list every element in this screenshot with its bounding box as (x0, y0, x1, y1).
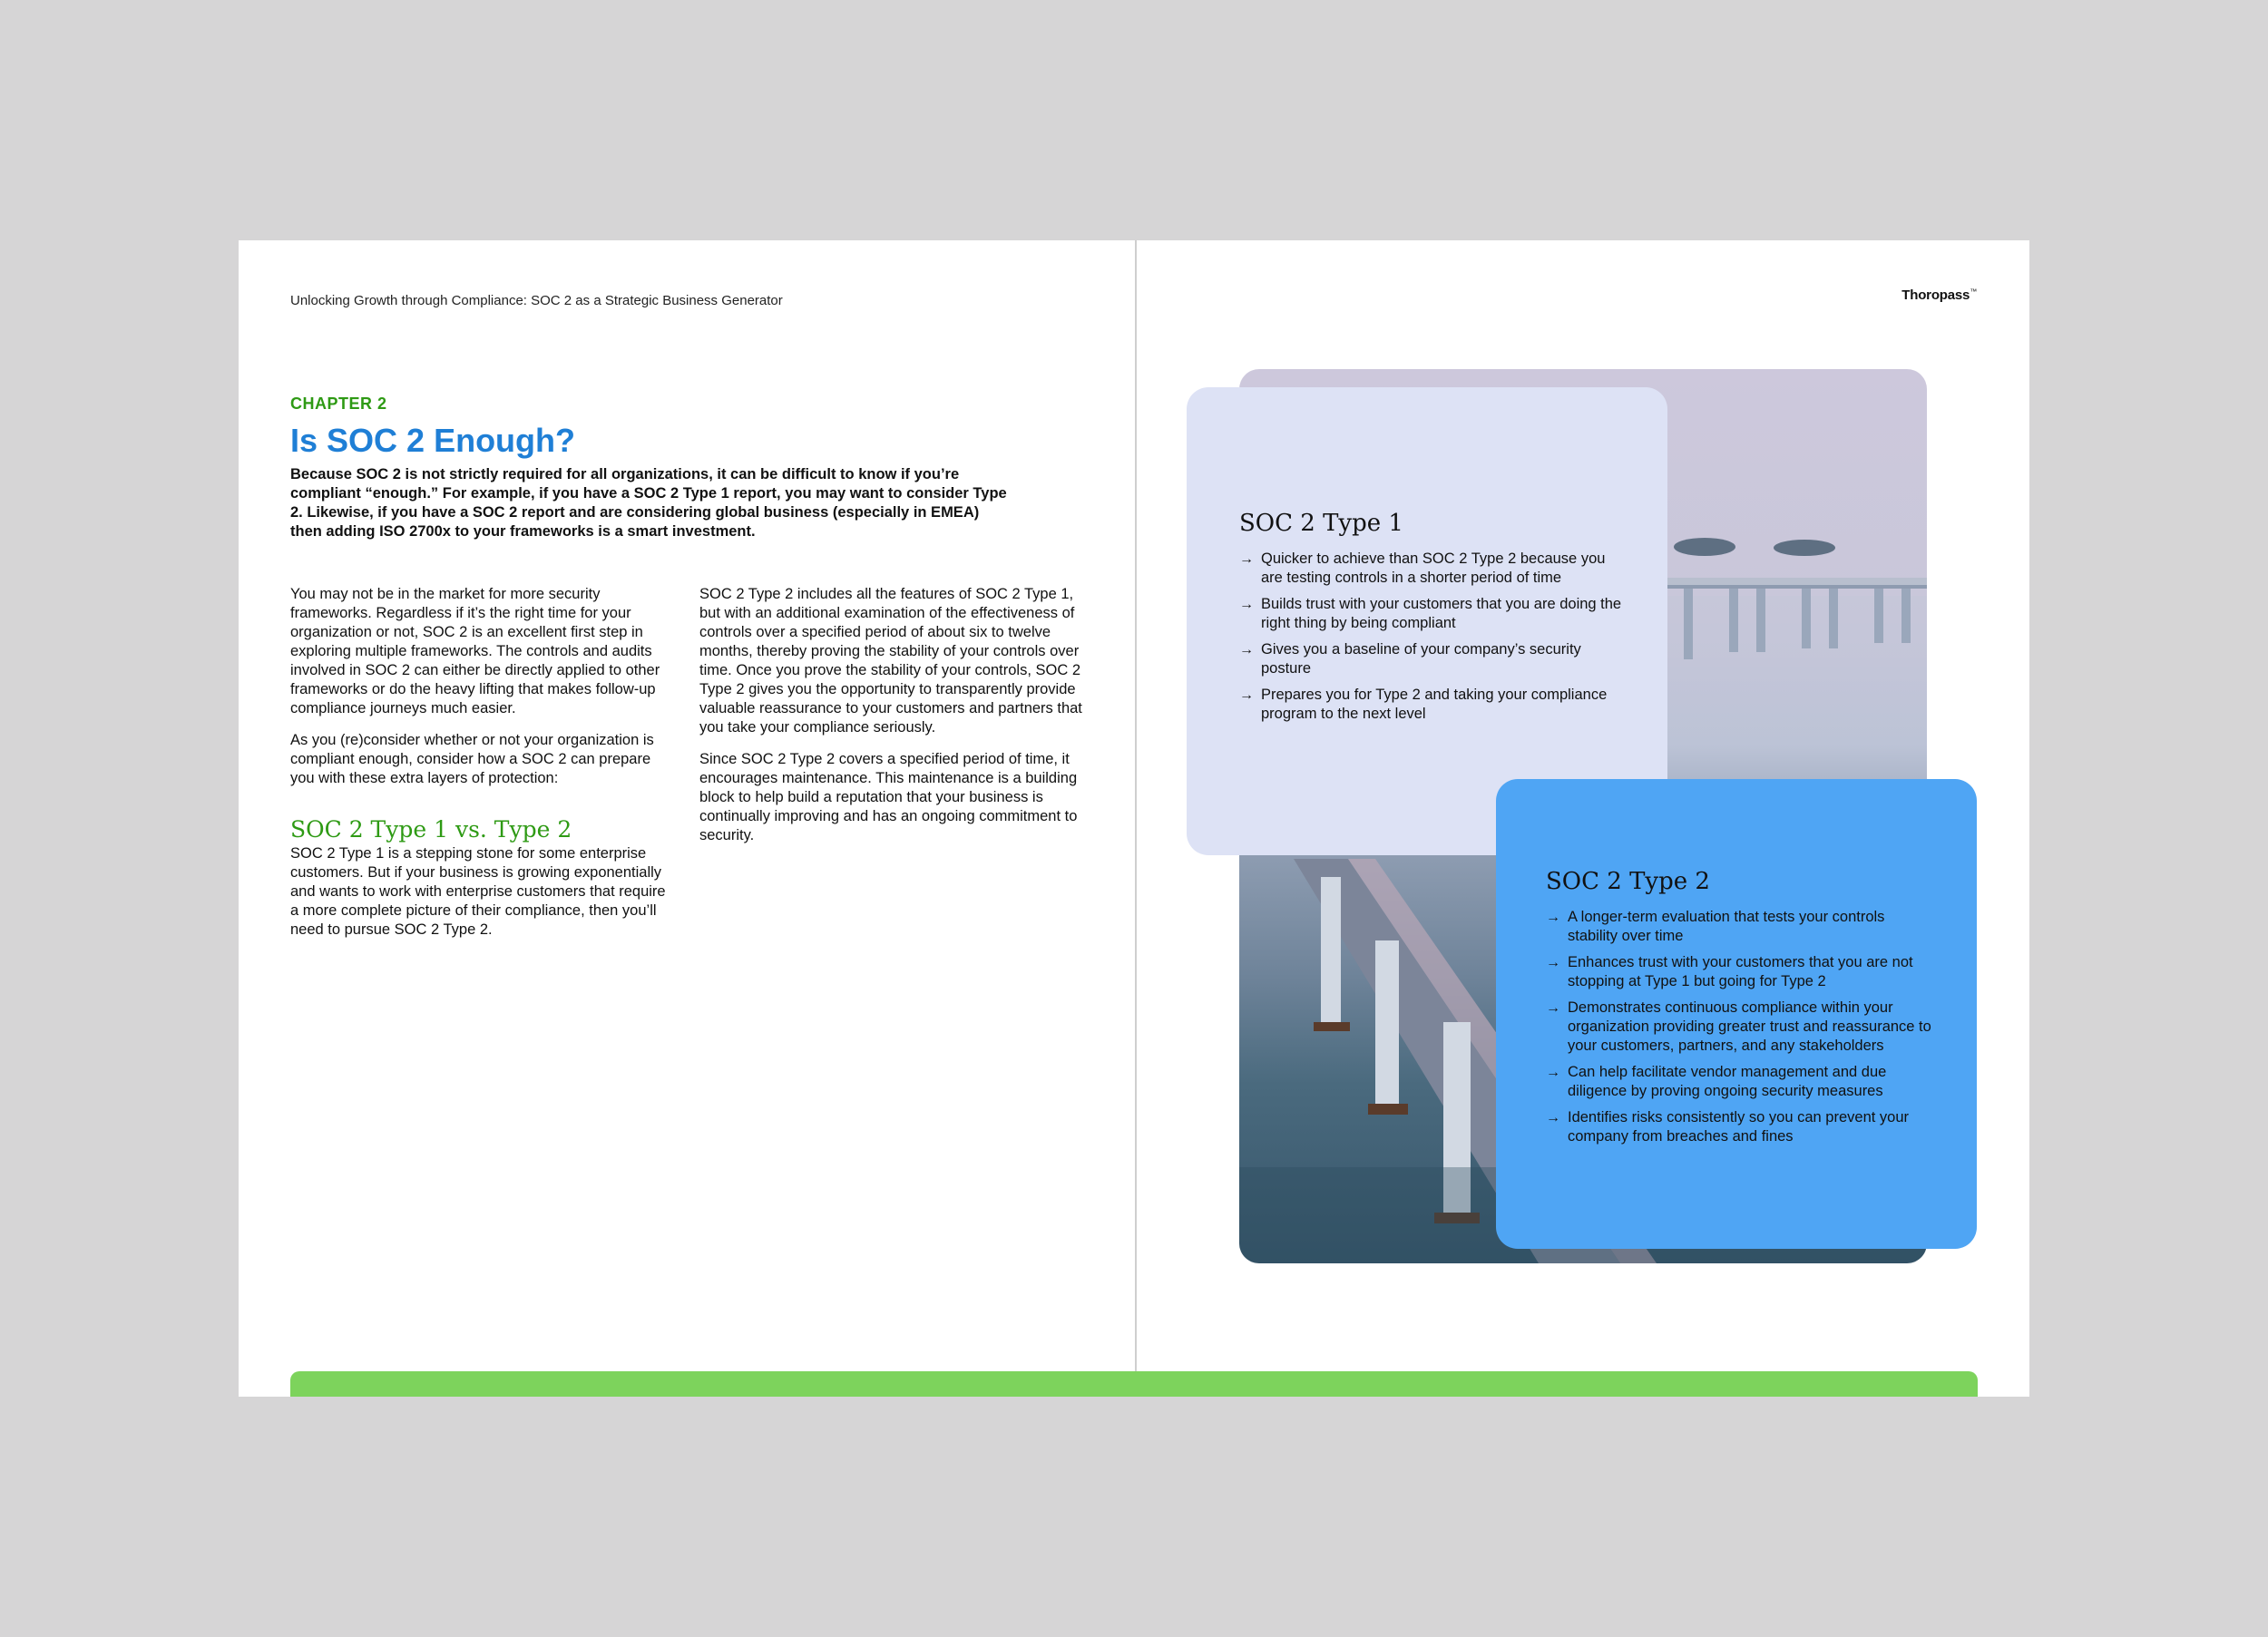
footer-green-bar (290, 1371, 1978, 1397)
page-gutter (1135, 240, 1137, 1397)
body-paragraph: Since SOC 2 Type 2 covers a specified period of time, it encourages maintenance. This maintenance is a building block to help build a reputation that your business is continually improving and has an ongoing commitment to security. (699, 751, 1078, 843)
page-title: Is SOC 2 Enough? (290, 422, 576, 459)
list-item (1546, 908, 1931, 946)
running-header: Unlocking Growth through Compliance: SOC 2 as a Strategic Business Generator (290, 293, 783, 308)
soc2-type2-card (1496, 779, 1977, 1249)
type1-bullet-list (1239, 550, 1622, 724)
list-item (1546, 953, 1931, 991)
section-subheading: SOC 2 Type 1 vs. Type 2 (290, 816, 572, 843)
list-item-text: Can help facilitate vendor management and due diligence by proving ongoing security measures (1568, 1064, 1887, 1099)
body-paragraph: SOC 2 Type 1 is a stepping stone for some enterprise customers. But if your business is growing exponentially and wants to work with enterprise customers that require a more complete picture of their compliance, then you’ll need to pursue SOC 2 Type 2. (290, 845, 666, 938)
arrow-right-icon: → (1546, 1065, 1560, 1080)
list-item-text: Prepares you for Type 2 and taking your compliance program to the next level (1261, 687, 1608, 722)
thoropass-logo (1901, 287, 1977, 303)
arrow-right-icon: → (1239, 642, 1254, 658)
list-item-text: A longer-term evaluation that tests your controls stability over time (1568, 909, 1885, 944)
arrow-right-icon: → (1546, 910, 1560, 925)
arrow-right-icon: → (1546, 1110, 1560, 1125)
list-item-text: Identifies risks consistently so you can prevent your company from breaches and fines (1568, 1109, 1910, 1145)
logo-tm: ™ (1970, 287, 1977, 296)
arrow-right-icon: → (1546, 955, 1560, 970)
card-title: SOC 2 Type 2 (1546, 868, 1710, 895)
brochure-spread (239, 240, 2029, 1397)
body-paragraph: You may not be in the market for more security frameworks. Regardless if it’s the right time for your organization or not, SOC 2 is an excellent first step in exploring multiple frameworks. The controls and audits involved in SOC 2 can either be directly applied to other frameworks or do the heavy lifting that makes follow-up compliance journeys much easier. (290, 586, 660, 716)
logo-text: Thoropass (1901, 287, 1970, 303)
body-paragraph: As you (re)consider whether or not your organization is compliant enough, consider how a SOC 2 can prepare you with these extra layers of protection: (290, 732, 654, 786)
list-item (1546, 999, 1931, 1056)
right-column (699, 585, 1085, 858)
lede-paragraph: Because SOC 2 is not strictly required for all organizations, it can be difficult to know if you’re compliant “enough.” For example, if you have a SOC 2 Type 1 report, you may want to consider Type 2. Likewise, if you have a SOC 2 report and are considering global business (especially in EMEA) then adding ISO 2700x to your frameworks is a smart investment. (290, 466, 1007, 540)
list-item-text: Quicker to achieve than SOC 2 Type 2 because you are testing controls in a shorter period of time (1261, 551, 1606, 586)
arrow-right-icon: → (1239, 551, 1254, 567)
list-item-text: Enhances trust with your customers that you are not stopping at Type 1 but going for Type 2 (1568, 954, 1913, 989)
list-item (1239, 640, 1622, 678)
arrow-right-icon: → (1239, 687, 1254, 703)
list-item-text: Demonstrates continuous compliance within your organization providing greater trust and reassurance to your customers, partners, and any stakeholders (1568, 999, 1931, 1054)
card-title: SOC 2 Type 1 (1239, 510, 1403, 537)
body-paragraph: SOC 2 Type 2 includes all the features of SOC 2 Type 1, but with an additional examination of the effectiveness of controls over a specified period of about six to twelve months, thereby proving the stability of your controls over time. Once you prove the stability of your controls, SOC 2 Type 2 gives you the opportunity to transparently provide valuable reassurance to your customers and partners that you take your compliance seriously. (699, 586, 1082, 736)
left-column (290, 585, 676, 952)
arrow-right-icon: → (1239, 597, 1254, 612)
chapter-label: CHAPTER 2 (290, 395, 387, 413)
list-item-text: Gives you a baseline of your company’s security posture (1261, 641, 1581, 677)
list-item (1239, 686, 1622, 724)
list-item-text: Builds trust with your customers that you are doing the right thing by being compliant (1261, 596, 1622, 631)
type2-bullet-list (1546, 908, 1931, 1146)
list-item (1239, 550, 1622, 588)
list-item (1546, 1063, 1931, 1101)
list-item (1239, 595, 1622, 633)
arrow-right-icon: → (1546, 1000, 1560, 1016)
list-item (1546, 1108, 1931, 1146)
